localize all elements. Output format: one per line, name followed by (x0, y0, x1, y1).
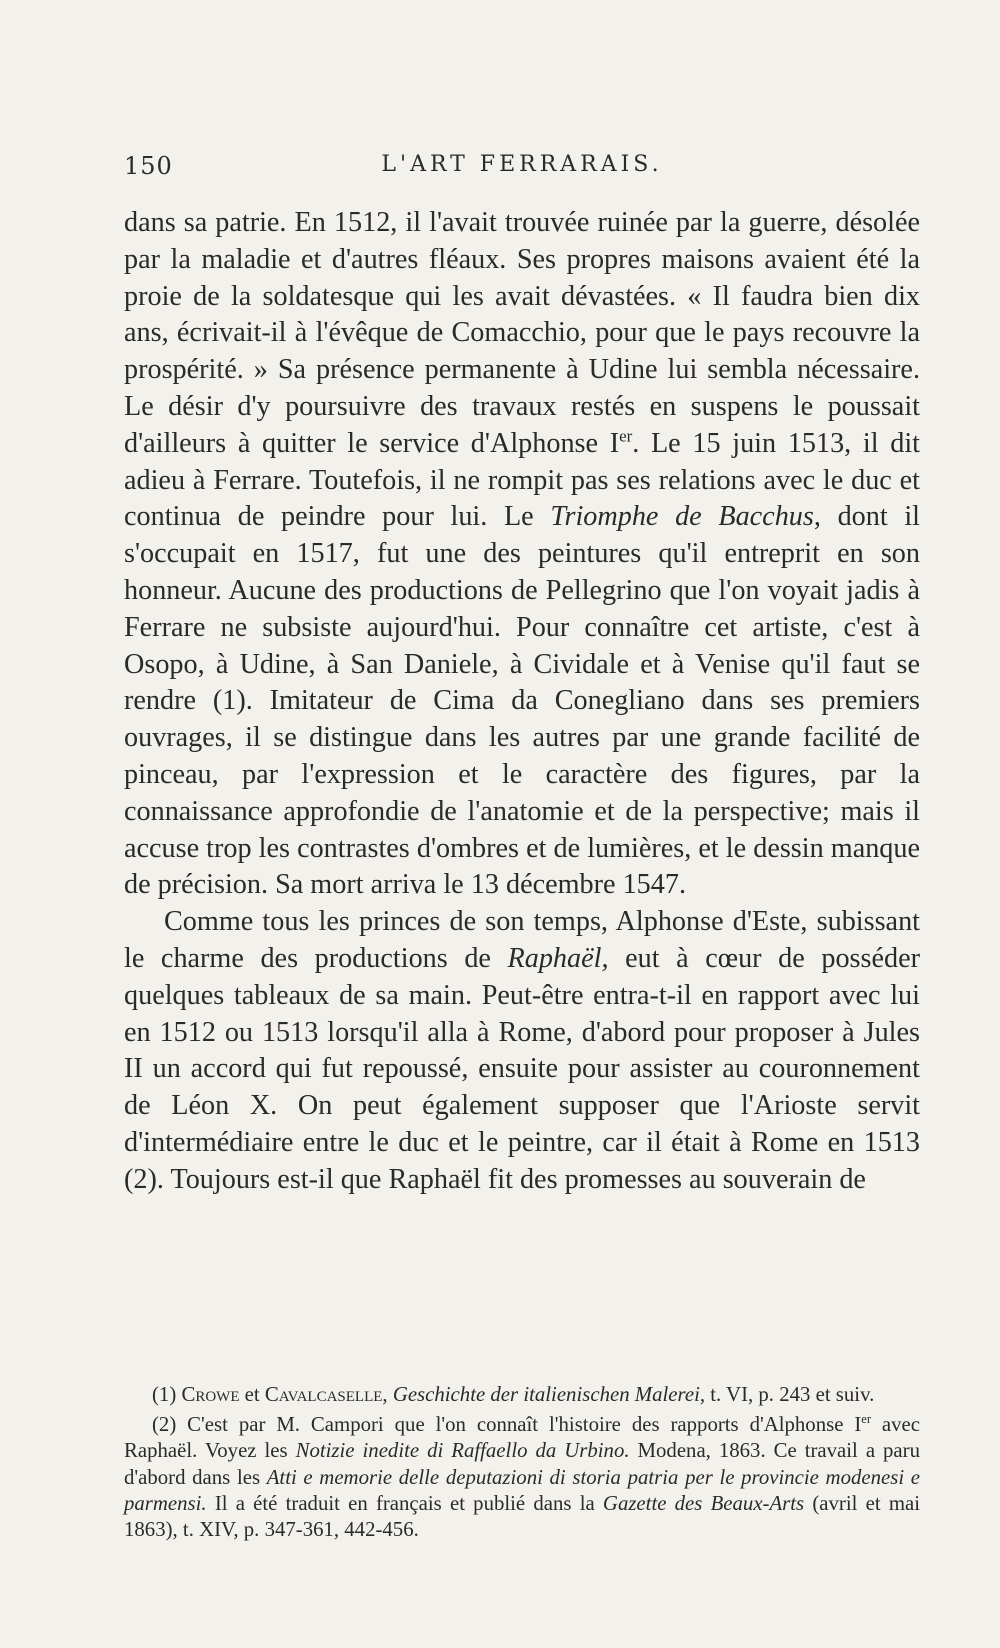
text-run: , dont il s'occupait en 1517, fut une des peintures qu'il entreprit en son honneur. Aucune des productions de Pellegrino que l'on voyait jadis à Ferrare ne subsiste aujourd'hui. Pour connaître cet artiste, c'est à Osopo, à Udine, à San Daniele, à Cividale et à Venise qu'il faut se rendre (1). Imitateur de Cima da Conegliano dans ses premiers ouvrages, il se distingue dans les autres par une grande facilité de pinceau, par l'expression et le caractère des figures, par la connaissance approfondie de l'anatomie et de la perspective; mais il accuse trop les contrastes d'ombres et de lumières, et le dessin manque de précision. Sa mort arriva le 13 décembre 1547. (124, 501, 921, 901)
text-run: Modena, 1863. Ce travail a paru d'abord dans les (124, 1439, 920, 1489)
page-number: 150 (124, 152, 173, 180)
body-text (124, 205, 920, 1199)
text-run: Comme tous les princes de son temps, Alphonse d'Este, subissant le charme des productions de (124, 906, 920, 974)
text-run: et (239, 1383, 265, 1406)
journal-title: Gazette des Beaux-Arts (602, 1491, 805, 1515)
text-run: eut à cœur de posséder quelques tableaux de sa main. Peut-être entra-t-il en rapport avec lui en 1512 ou 1513 lorsqu'il alla à Rome, d'abord pour proposer à Jules II un accord qui fut repoussé, ensuite pour assister au couronnement de Léon X. On peut également supposer que l'Arioste servit d'intermédiaire entre le duc et le peintre, car il était à Rome en 1513 (2). Toujours est-il que Raphaël fit des promesses au souverain de (124, 942, 920, 1195)
author-name: Crowe (181, 1383, 240, 1406)
artwork-title: Triomphe de Bacchus (550, 501, 814, 533)
paragraph-1 (124, 205, 920, 904)
text-run: t. VI, p. 243 et suiv. (705, 1383, 875, 1406)
artist-name: Raphaël, (507, 942, 609, 974)
footnotes (124, 1382, 920, 1543)
book-title: Atti e memorie delle deputazioni di storia patria per le provincie modenesi e parmensi. (124, 1465, 920, 1515)
text-run: , (382, 1383, 393, 1406)
paragraph-2 (124, 904, 920, 1198)
footnote-1 (124, 1382, 920, 1408)
author-name: Cavalcaselle (264, 1383, 383, 1406)
book-title: Notizie inedite di Raffaello da Urbino. (295, 1439, 630, 1463)
footnote-2 (124, 1412, 920, 1543)
text-run: (2) C'est par M. Campori que l'on connaît l'histoire des rapports d'Alphonse I (152, 1413, 862, 1437)
text-run: Il a été traduit en français et publié dans la (206, 1491, 603, 1515)
text-run: (1) (152, 1383, 182, 1406)
text-run: avec Raphaël. Voyez les (124, 1413, 920, 1463)
text-run: dans sa patrie. En 1512, il l'avait trouvée ruinée par la guerre, désolée par la maladie et d'autres fléaux. Ses propres maisons avaient été la proie de la soldatesque qui les avait dévastées. « Il faudra bien dix ans, écrivait-il à l'évêque de Comacchio, pour que le pays recouvre la prospérité. » Sa présence permanente à Udine lui sembla nécessaire. Le désir d'y poursuivre des travaux restés en suspens le poussait d'ailleurs à quitter le service d'Alphonse I (124, 207, 920, 459)
superscript: er (861, 1412, 871, 1427)
text-run: (avril et mai 1863), t. XIV, p. 347-361, 442-456. (124, 1491, 921, 1542)
superscript: er (619, 426, 633, 446)
text-run: . Le 15 juin 1513, il dit adieu à Ferrare. Toutefois, il ne rompit pas ses relations avec le duc et continua de peindre pour lui. Le (124, 427, 920, 533)
running-head: L'ART FERRARAIS. (381, 152, 663, 177)
book-title: Geschichte der italienischen Malerei, (392, 1383, 706, 1406)
